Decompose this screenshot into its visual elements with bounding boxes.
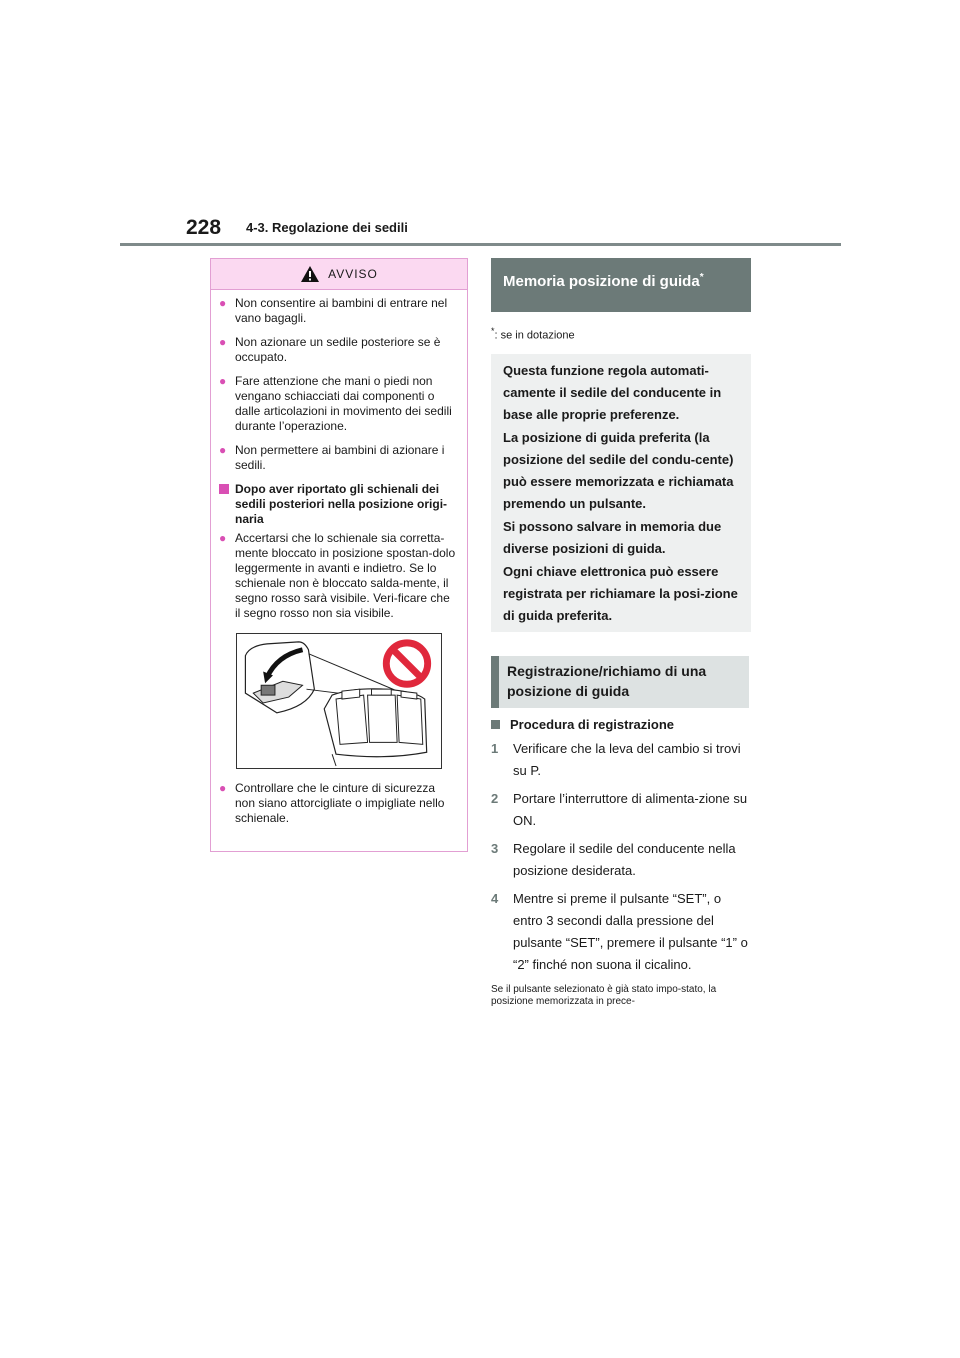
registration-note: Se il pulsante selezionato è già stato impo-stato, la posizione memorizzata in prece- [491,984,717,1007]
warning-item: ● Non permettere ai bambini di azionare i sedili. [219,443,445,472]
bullet-icon: ● [219,781,227,795]
procedure-heading: Procedura di registrazione [491,717,751,732]
step-text: Portare l’interruttore di alimenta-zione su ON. [513,791,748,828]
step-number: 2 [491,791,499,806]
availability-footnote: *: se in dotazione [491,326,575,342]
rear-seat-illustration [236,633,442,769]
memory-heading: Memoria posizione di guida* [491,258,751,312]
step-text: Verificare che la leva del cambio si trovi su P. [513,741,741,778]
warning-item: ● Non consentire ai bambini di entrare nel vano bagagli. [219,296,448,325]
page-number: 228 [186,216,222,239]
warning-triangle-icon [300,265,320,283]
square-bullet-icon [219,482,235,527]
intro-paragraph: Si possono salvare in memoria due diverse posizioni di guida. [503,519,722,556]
intro-paragraph: Questa funzione regola automati-camente il sedile del conducente in base alle proprie preferenze. [503,363,722,422]
warning-body [211,290,467,826]
bullet-icon: ● [219,296,227,310]
step-number: 4 [491,891,499,906]
registration-heading: Registrazione/richiamo di una posizione di guida [491,656,749,708]
intro-paragraph: La posizione di guida preferita (la posizione del sedile del condu-cente) può essere memorizzata e richiamata premendo un pulsante. [503,430,734,511]
procedure-step [491,788,751,832]
step-number: 3 [491,841,499,856]
warning-title: AVVISO [328,267,378,281]
section-title: 4-3. Regolazione dei sedili [246,220,408,235]
memory-intro-box [491,354,751,632]
procedure-step [491,838,751,882]
right-column [491,258,751,1008]
square-bullet-icon [491,720,500,729]
step-text: Regolare il sedile del conducente nella posizione desiderata. [513,841,736,878]
bullet-icon: ● [219,374,227,388]
bullet-icon: ● [219,443,227,457]
warning-subheading: Dopo aver riportato gli schienali dei sedili posteriori nella posizione origi-naria [219,482,457,527]
step-number: 1 [491,741,499,756]
warning-item: ● Fare attenzione che mani o piedi non vengano schiacciati dai componenti o dalle articolazioni in movimento dei sedili durante l’operazione. [219,374,452,433]
bullet-icon: ● [219,531,227,545]
procedure-step [491,738,751,782]
warning-box [210,258,468,852]
procedure-step [491,888,751,976]
header-rule [120,243,841,246]
seat-lock-illustration [237,634,441,768]
step-text: Mentre si preme il pulsante “SET”, o entro 3 secondi dalla pressione del pulsante “SET”, premere il pulsante “1” o “2” finché non suona il cicalino. [513,891,748,972]
bullet-icon: ● [219,335,227,349]
warning-item: ● Controllare che le cinture di sicurezza non siano attorcigliate o impigliate nello schienale. [219,781,445,825]
intro-paragraph: Ogni chiave elettronica può essere registrata per richiamare la posi-zione di guida preferita. [503,564,738,623]
warning-item: ● Accertarsi che lo schienale sia corretta-mente bloccato in posizione spostan-dolo leggermente in avanti e indietro. Se lo schienale non è bloccato salda-mente, il segno rosso sarà visibile. Veri-ficare che il segno rosso non sia visibile. [219,531,456,620]
warning-header [211,259,467,290]
warning-item: ● Non azionare un sedile posteriore se è occupato. [219,335,441,364]
